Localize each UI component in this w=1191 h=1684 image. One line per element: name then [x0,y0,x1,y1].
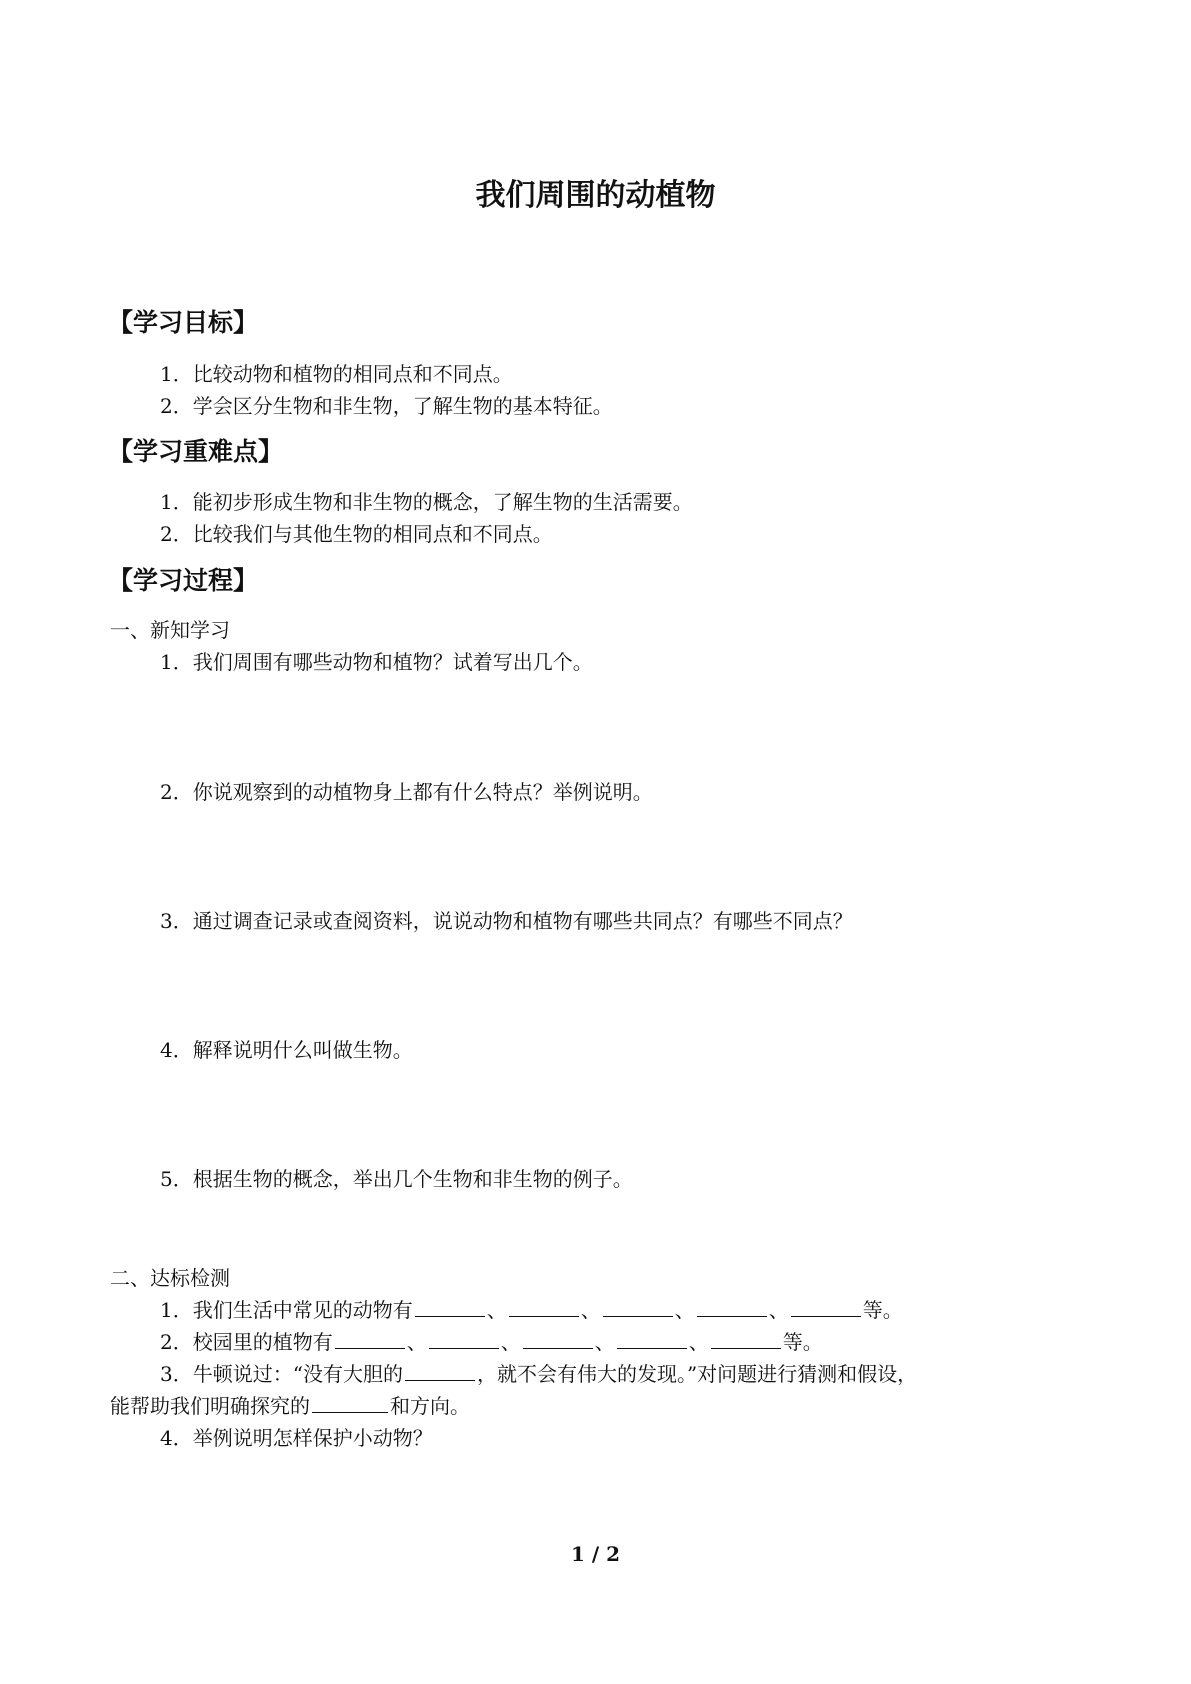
question: 1．我们周围有哪些动物和植物？试着写出几个。 [160,650,593,674]
answer-blank[interactable] [711,1326,781,1349]
test-q3-prefix: 3．牛顿说过：“没有大胆的 [160,1362,403,1386]
test-question-4: 4．举例说明怎样保护小动物？ [160,1426,433,1450]
answer-blank[interactable] [429,1326,499,1349]
goals-heading: 【学习目标】 [108,308,259,337]
question: 5．根据生物的概念，举出几个生物和非生物的例子。 [160,1167,633,1191]
answer-blank[interactable] [617,1326,687,1349]
test-q2-sep: 、 [406,1330,427,1354]
test-q1-sep: 、 [580,1298,601,1322]
answer-blank[interactable] [335,1326,405,1349]
part1-title: 一、新知学习 [110,618,230,642]
test-question-1 [160,1294,903,1323]
test-question-3 [160,1358,917,1387]
process-heading: 【学习过程】 [108,566,259,595]
answer-blank[interactable] [405,1358,475,1381]
test-q3-line2-prefix: 能帮助我们明确探究的 [110,1394,310,1418]
answer-blank[interactable] [791,1294,861,1317]
test-q3-middle: ，就不会有伟大的发现。”对问题进行猜测和假设， [476,1362,918,1386]
test-q1-sep: 、 [768,1298,789,1322]
answer-blank[interactable] [415,1294,485,1317]
test-q1-suffix: 等。 [862,1298,903,1322]
answer-blank[interactable] [509,1294,579,1317]
test-q2-prefix: 2．校园里的植物有 [160,1330,333,1354]
test-question-2 [160,1326,823,1355]
question: 4．解释说明什么叫做生物。 [160,1038,413,1062]
test-q2-suffix: 等。 [782,1330,823,1354]
test-q1-sep: 、 [674,1298,695,1322]
answer-blank[interactable] [523,1326,593,1349]
answer-blank[interactable] [312,1390,388,1413]
goals-item: 2．学会区分生物和非生物，了解生物的基本特征。 [160,394,613,418]
part2-title: 二、达标检测 [110,1266,230,1290]
page-number: 1 / 2 [570,1542,621,1566]
answer-blank[interactable] [603,1294,673,1317]
key-points-item: 1．能初步形成生物和非生物的概念，了解生物的生活需要。 [160,490,693,514]
test-q2-sep: 、 [688,1330,709,1354]
question: 2．你说观察到的动植物身上都有什么特点？举例说明。 [160,780,653,804]
test-q3-line2-suffix: 和方向。 [390,1394,470,1418]
test-q2-sep: 、 [594,1330,615,1354]
test-q2-sep: 、 [500,1330,521,1354]
key-points-heading: 【学习重难点】 [108,437,284,466]
test-q1-prefix: 1．我们生活中常见的动物有 [160,1298,413,1322]
goals-item: 1．比较动物和植物的相同点和不同点。 [160,362,513,386]
key-points-item: 2．比较我们与其他生物的相同点和不同点。 [160,522,553,546]
question: 3．通过调查记录或查阅资料，说说动物和植物有哪些共同点？有哪些不同点？ [160,909,853,933]
page-title: 我们周围的动植物 [475,178,716,213]
test-question-3-line2 [110,1390,470,1419]
answer-blank[interactable] [697,1294,767,1317]
test-q1-sep: 、 [486,1298,507,1322]
